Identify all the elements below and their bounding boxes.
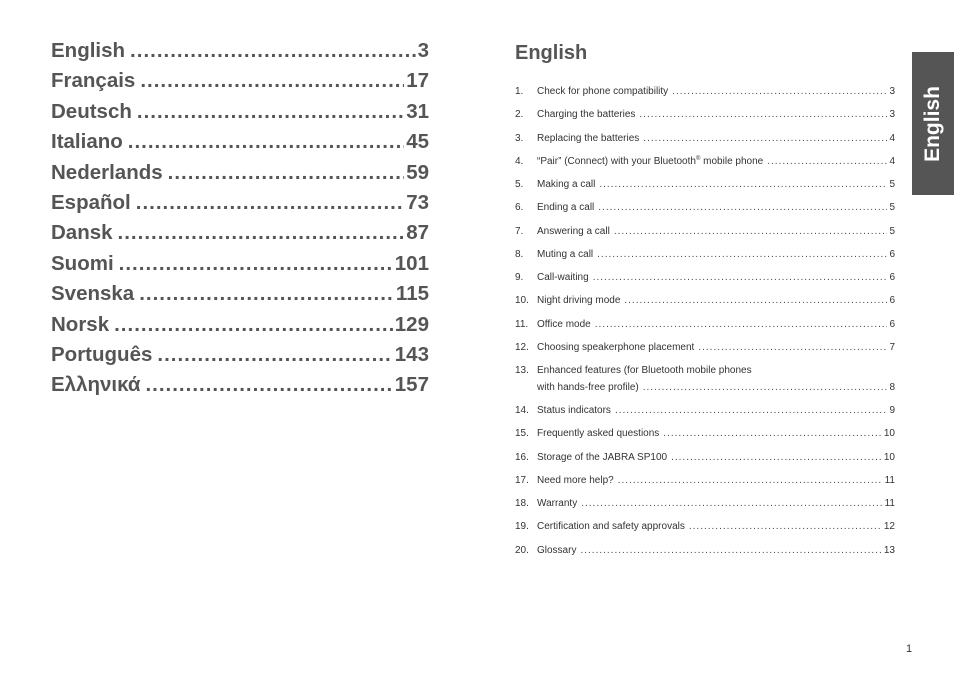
toc-item-page: 6 [889, 295, 895, 307]
language-entry-nederlands[interactable] [51, 161, 429, 191]
language-page: 59 [406, 160, 429, 184]
toc-item[interactable] [515, 156, 895, 179]
dot-leader [140, 69, 404, 93]
language-index [51, 39, 429, 404]
toc-item[interactable] [515, 109, 895, 132]
language-page: 45 [406, 130, 429, 154]
toc-item-text: Choosing speakerphone placement [537, 341, 695, 353]
language-entry-francais[interactable] [51, 69, 429, 99]
dot-leader [598, 202, 887, 213]
dot-leader [618, 475, 883, 486]
toc-item-text: Need more help? [537, 474, 614, 486]
dot-leader [624, 295, 887, 306]
toc-item[interactable] [515, 202, 895, 225]
dot-leader [157, 343, 392, 367]
dot-leader [119, 252, 393, 276]
toc-item-number: 2. [515, 109, 524, 121]
toc-item[interactable] [515, 342, 895, 365]
toc-item-text: Call-waiting [537, 272, 589, 283]
toc-item-text-part: mobile phone [700, 155, 764, 167]
toc-item-page: 4 [889, 155, 895, 167]
language-page: 115 [395, 282, 429, 306]
toc-item-page: 5 [889, 202, 895, 214]
dot-leader [663, 428, 882, 439]
language-name: English [51, 39, 126, 62]
toc-item-page: 5 [889, 179, 895, 190]
toc-item-page: 10 [883, 451, 895, 463]
dot-leader [139, 282, 394, 306]
language-name: Español [51, 190, 131, 214]
toc-item-text: Check for phone compatibility [537, 86, 669, 97]
toc-item-text: Glossary [537, 544, 577, 556]
toc-item[interactable] [515, 295, 895, 318]
toc-item-number: 12. [515, 341, 529, 353]
toc-item-number: 3. [515, 132, 524, 144]
toc-item-text: Enhanced features (for Bluetooth mobile phones [537, 365, 752, 376]
toc-item-number: 14. [515, 405, 529, 416]
toc-item[interactable] [515, 405, 895, 428]
toc-item[interactable] [515, 545, 895, 568]
toc-item-number: 9. [515, 272, 524, 283]
toc-item[interactable] [515, 249, 895, 272]
dot-leader [168, 161, 405, 185]
dot-leader [595, 319, 888, 330]
toc-item-page: 4 [889, 132, 895, 144]
toc-item[interactable] [515, 498, 895, 521]
language-name: Français [51, 69, 136, 93]
language-entry-norsk[interactable] [51, 313, 429, 343]
toc-item-text: Frequently asked questions [537, 428, 660, 440]
toc-item[interactable] [515, 475, 895, 498]
language-entry-dansk[interactable] [51, 221, 429, 251]
toc-item-number: 7. [515, 225, 524, 237]
toc-item-text: Making a call [537, 179, 596, 190]
registered-mark: ® [695, 155, 701, 162]
toc-item-number: 8. [515, 248, 524, 260]
toc-item-text: Answering a call [537, 225, 610, 237]
language-entry-italiano[interactable] [51, 130, 429, 160]
toc-item-number: 4. [515, 155, 524, 167]
dot-leader [671, 452, 882, 463]
dot-leader [597, 249, 887, 260]
toc-item-page: 8 [889, 382, 895, 393]
toc-item-page: 11 [884, 474, 895, 486]
language-entry-greek[interactable] [51, 373, 429, 403]
dot-leader [767, 156, 887, 167]
toc-item-number: 10. [515, 295, 529, 307]
language-entry-deutsch[interactable] [51, 100, 429, 130]
toc-item-text: Muting a call [537, 248, 594, 260]
toc-item-number: 6. [515, 202, 524, 214]
language-entry-suomi[interactable] [51, 252, 429, 282]
dot-leader [672, 86, 887, 97]
toc-item-page: 13 [883, 544, 895, 556]
language-name: Ελληνικά [51, 373, 141, 397]
language-page: 31 [406, 99, 429, 123]
toc-item[interactable] [515, 179, 895, 202]
toc-item-text: Replacing the batteries [537, 132, 640, 144]
toc-item-text-part: “Pair” (Connect) with your Bluetooth [537, 155, 696, 167]
language-page: 101 [394, 251, 429, 275]
dot-leader [639, 109, 887, 120]
language-entry-english[interactable] [51, 39, 429, 69]
toc-item-number: 16. [515, 451, 529, 463]
language-side-tab [912, 52, 954, 195]
toc-item-page: 9 [889, 405, 895, 416]
toc-item[interactable] [515, 521, 895, 544]
toc-item-number: 11. [515, 318, 529, 330]
language-entry-portugues[interactable] [51, 343, 429, 373]
toc-item-text: Storage of the JABRA SP100 [537, 451, 668, 463]
toc-item-text: Status indicators [537, 405, 611, 416]
dot-leader [145, 373, 392, 397]
toc-item-text: Office mode [537, 318, 591, 330]
dot-leader [114, 313, 393, 337]
dot-leader [689, 521, 882, 532]
toc-item-text: Certification and safety approvals [537, 521, 685, 533]
language-page: 73 [406, 190, 429, 214]
toc-item-number: 13. [515, 365, 529, 376]
toc-item-text: Night driving mode [537, 295, 621, 307]
toc-item-number: 17. [515, 474, 529, 486]
toc-item-text: Warranty [537, 498, 578, 509]
language-name: Svenska [51, 282, 135, 306]
language-page: 143 [394, 342, 429, 366]
toc-item-page: 3 [889, 109, 895, 121]
dot-leader [643, 382, 888, 393]
toc-item-number: 1. [515, 86, 524, 97]
toc-item-page: 7 [889, 341, 895, 353]
dot-leader [136, 191, 404, 215]
toc-item[interactable] [515, 319, 895, 342]
toc-item-text [537, 156, 763, 167]
toc-item[interactable] [515, 226, 895, 249]
page-number: 1 [906, 643, 913, 655]
toc-item[interactable] [515, 365, 895, 405]
toc-item-number: 5. [515, 179, 524, 190]
language-page: 129 [394, 312, 429, 336]
dot-leader [581, 498, 882, 509]
language-name: Suomi [51, 251, 114, 275]
language-name: Português [51, 342, 153, 366]
toc-item-page: 10 [883, 428, 895, 440]
dot-leader [130, 39, 416, 63]
toc-item-text: Ending a call [537, 202, 595, 214]
toc-item[interactable] [515, 86, 895, 109]
toc-item-page: 6 [889, 248, 895, 260]
toc-item-number: 19. [515, 521, 529, 533]
toc-item-page: 5 [889, 225, 895, 237]
toc-item-text: Charging the batteries [537, 109, 636, 121]
dot-leader [615, 405, 888, 416]
language-name: Nederlands [51, 160, 163, 184]
toc-item-number: 18. [515, 498, 529, 509]
dot-leader [643, 133, 887, 144]
dot-leader [614, 226, 888, 237]
language-page: 87 [406, 221, 429, 245]
dot-leader [128, 130, 404, 154]
language-name: Dansk [51, 221, 113, 245]
language-name: Italiano [51, 130, 123, 154]
toc-item-number: 20. [515, 544, 529, 556]
toc-item[interactable] [515, 452, 895, 475]
dot-leader [698, 342, 887, 353]
toc-item-page: 3 [889, 86, 895, 97]
dot-leader [137, 100, 404, 124]
dot-leader [599, 179, 887, 190]
language-entry-espanol[interactable] [51, 191, 429, 221]
toc-item-page: 6 [889, 318, 895, 330]
dot-leader [580, 545, 881, 556]
language-name: Deutsch [51, 99, 132, 123]
toc-item[interactable] [515, 133, 895, 156]
side-tab-label: English [921, 85, 944, 162]
toc-item-page: 12 [883, 521, 895, 533]
toc-item-page: 11 [884, 498, 895, 509]
language-name: Norsk [51, 312, 110, 336]
language-entry-svenska[interactable] [51, 282, 429, 312]
dot-leader [118, 221, 405, 245]
toc-item-number: 15. [515, 428, 529, 440]
toc-item-text: with hands-free profile) [537, 382, 639, 393]
toc-item[interactable] [515, 428, 895, 451]
language-page: 17 [406, 69, 429, 93]
language-page: 157 [394, 373, 429, 397]
dot-leader [593, 272, 888, 283]
toc-title: English [515, 42, 588, 64]
toc-item[interactable] [515, 272, 895, 295]
toc-item-page: 6 [889, 272, 895, 283]
language-page: 3 [417, 39, 429, 62]
table-of-contents [515, 40, 895, 568]
